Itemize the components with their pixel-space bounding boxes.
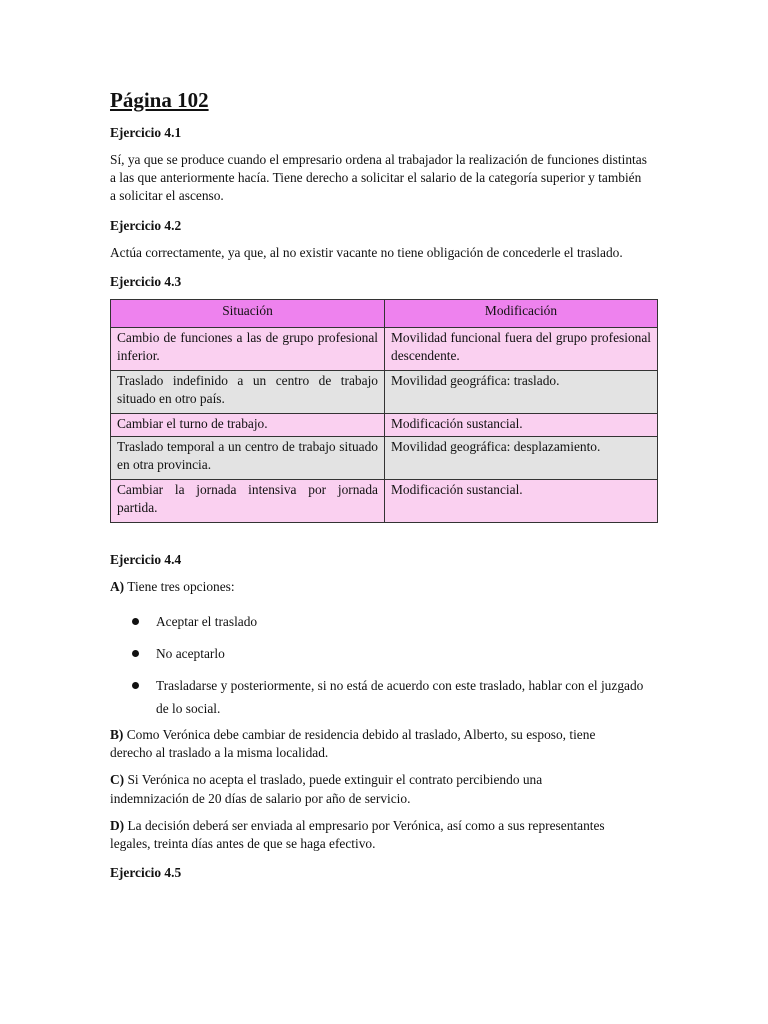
exercise-4-4-part-c	[110, 771, 620, 807]
table-row	[111, 370, 658, 413]
exercise-4-2-text: Actúa correctamente, ya que, al no existir vacante no tiene obligación de concederle el traslado.	[110, 244, 623, 260]
exercise-4-4-part-d	[110, 817, 630, 853]
list-item	[110, 674, 658, 720]
table-row	[111, 413, 658, 436]
table-cell: Movilidad geográfica: desplazamiento.	[385, 436, 658, 479]
exercise-4-3-heading: Ejercicio 4.3	[110, 273, 182, 289]
exercise-4-1-heading: Ejercicio 4.1	[110, 125, 182, 140]
document-page	[110, 86, 658, 882]
part-a-text: Tiene tres opciones:	[124, 578, 235, 594]
exercise-4-1-text: Sí, ya que se produce cuando el empresario ordena al trabajador la realización de funciones distintas a las que anteriormente hacía. Tiene derecho a solicitar el salario de la categoría superior y también a solicitar el ascenso.	[110, 152, 647, 204]
part-c-text: Si Verónica no acepta el traslado, puede extinguir el contrato percibiendo una indemnización de 20 días de salario por año de servicio.	[110, 772, 543, 806]
table-row	[111, 436, 658, 479]
table-cell: Traslado indefinido a un centro de trabajo situado en otro país.	[111, 370, 385, 413]
part-b-label: B)	[110, 727, 124, 743]
column-header-modificacion: Modificación	[385, 299, 658, 327]
exercise-4-5-heading: Ejercicio 4.5	[110, 865, 182, 881]
table-cell: Modificación sustancial.	[385, 413, 658, 436]
options-list	[110, 610, 658, 720]
table-cell: Cambiar el turno de trabajo.	[111, 413, 385, 436]
table-cell: Traslado temporal a un centro de trabajo situado en otra provincia.	[111, 436, 385, 479]
exercise-4-2-heading: Ejercicio 4.2	[110, 217, 182, 233]
bullet-icon	[132, 682, 139, 689]
table-row	[111, 327, 658, 370]
list-item	[110, 642, 658, 665]
column-header-situacion: Situación	[111, 299, 385, 327]
part-d-text: La decisión deberá ser enviada al empresario por Verónica, así como a sus representantes legales, treinta días antes de que se haga efectivo.	[110, 817, 605, 852]
option-text: No aceptarlo	[156, 646, 225, 662]
table-row	[111, 479, 658, 522]
option-text: Aceptar el traslado	[156, 614, 258, 630]
list-item	[110, 610, 658, 633]
part-c-label: C)	[110, 772, 125, 788]
exercise-4-4-part-a	[110, 578, 658, 596]
exercise-4-4-heading: Ejercicio 4.4	[110, 551, 182, 567]
page-title: Página 102	[110, 88, 209, 112]
table-cell: Cambiar la jornada intensiva por jornada partida.	[111, 479, 385, 522]
part-a-label: A)	[110, 578, 125, 594]
option-text: Trasladarse y posteriormente, si no está de acuerdo con este traslado, hablar con el juzgado de lo social.	[156, 678, 644, 717]
part-d-label: D)	[110, 817, 125, 833]
bullet-icon	[132, 650, 139, 657]
part-b-text: Como Verónica debe cambiar de residencia debido al traslado, Alberto, su esposo, tiene derecho al traslado a la misma localidad.	[110, 727, 596, 761]
table-cell: Modificación sustancial.	[385, 479, 658, 522]
table-cell: Movilidad funcional fuera del grupo profesional descendente.	[385, 327, 658, 370]
table-header-row	[111, 299, 658, 327]
table-cell: Movilidad geográfica: traslado.	[385, 370, 658, 413]
table-cell: Cambio de funciones a las de grupo profesional inferior.	[111, 327, 385, 370]
modifications-table	[110, 299, 658, 523]
exercise-4-4-part-b	[110, 726, 640, 762]
bullet-icon	[132, 618, 139, 625]
